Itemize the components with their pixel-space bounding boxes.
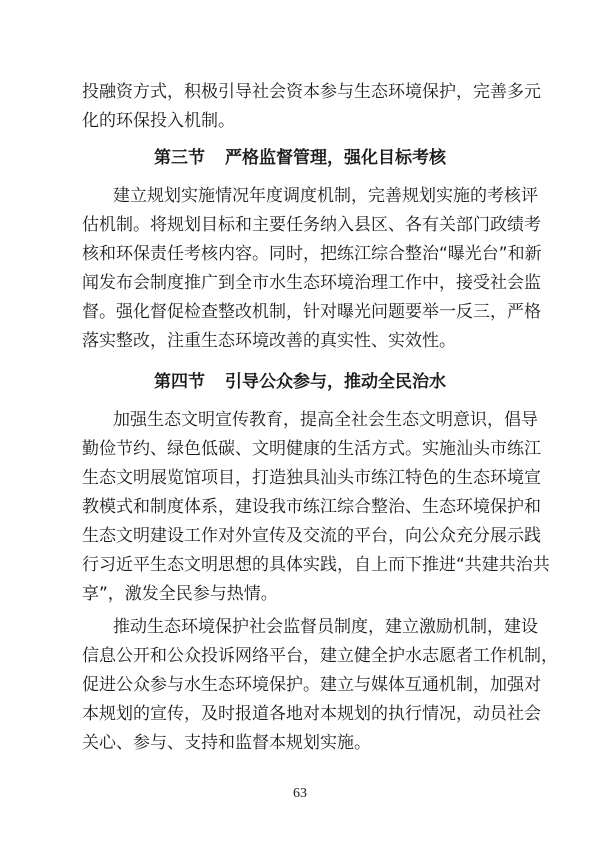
text-line: 生态文明展览馆项目，打造独具汕头市练江特色的生态环境宣 <box>82 468 541 488</box>
text-line: 闻发布会制度推广到全市水生态环境治理工作中，接受社会监 <box>82 273 541 293</box>
section-heading-3 <box>0 144 600 173</box>
text-line: 促进公众参与水生态环境保护。建立与媒体互通机制，加强对 <box>82 675 541 695</box>
paragraph <box>82 613 558 758</box>
text-line: 关心、参与、支持和监督本规划实施。 <box>82 733 371 753</box>
paragraph-continued <box>82 78 541 136</box>
section-number: 第四节 <box>154 372 205 392</box>
text-line: 建立规划实施情况年度调度机制，完善规划实施的考核评 <box>113 186 538 206</box>
text-line: 估机制。将规划目标和主要任务纳入县区、各有关部门政绩考 <box>82 215 541 235</box>
text-line: 勤俭节约、绿色低碳、文明健康的生活方式。实施汕头市练江 <box>82 439 541 459</box>
text-line: 加强生态文明宣传教育，提高全社会生态文明意识，倡导 <box>113 410 538 430</box>
text-line: 享”，激发全民参与热情。 <box>82 584 278 604</box>
text-line: 落实整改，注重生态环境改善的真实性、实效性。 <box>82 331 456 351</box>
section-title: 严格监督管理，强化目标考核 <box>225 148 446 168</box>
text-line: 行习近平生态文明思想的具体实践，自上而下推进“共建共治共 <box>82 555 550 575</box>
section-heading-4 <box>0 368 600 397</box>
text-line: 化的环保投入机制。 <box>82 111 235 131</box>
section-title: 引导公众参与，推动全民治水 <box>225 372 446 392</box>
text-line: 教模式和制度体系，建设我市练江综合整治、生态环境保护和 <box>82 497 541 517</box>
text-line: 核和环保责任考核内容。同时，把练江综合整治“曝光台”和新 <box>82 244 542 264</box>
text-line: 投融资方式，积极引导社会资本参与生态环境保护，完善多元 <box>82 82 541 102</box>
paragraph <box>82 406 550 609</box>
text-line: 推动生态环境保护社会监督员制度，建立激励机制，建设 <box>113 617 538 637</box>
text-line: 信息公开和公众投诉网络平台，建立健全护水志愿者工作机制， <box>82 646 558 666</box>
section-number: 第三节 <box>154 148 205 168</box>
text-line: 本规划的宣传，及时报道各地对本规划的执行情况，动员社会 <box>82 704 541 724</box>
text-line: 督。强化督促检查整改机制，针对曝光问题要举一反三，严格 <box>82 302 541 322</box>
text-line: 生态文明建设工作对外宣传及交流的平台，向公众充分展示践 <box>82 526 541 546</box>
paragraph <box>82 182 542 356</box>
page-number: 63 <box>293 786 307 801</box>
